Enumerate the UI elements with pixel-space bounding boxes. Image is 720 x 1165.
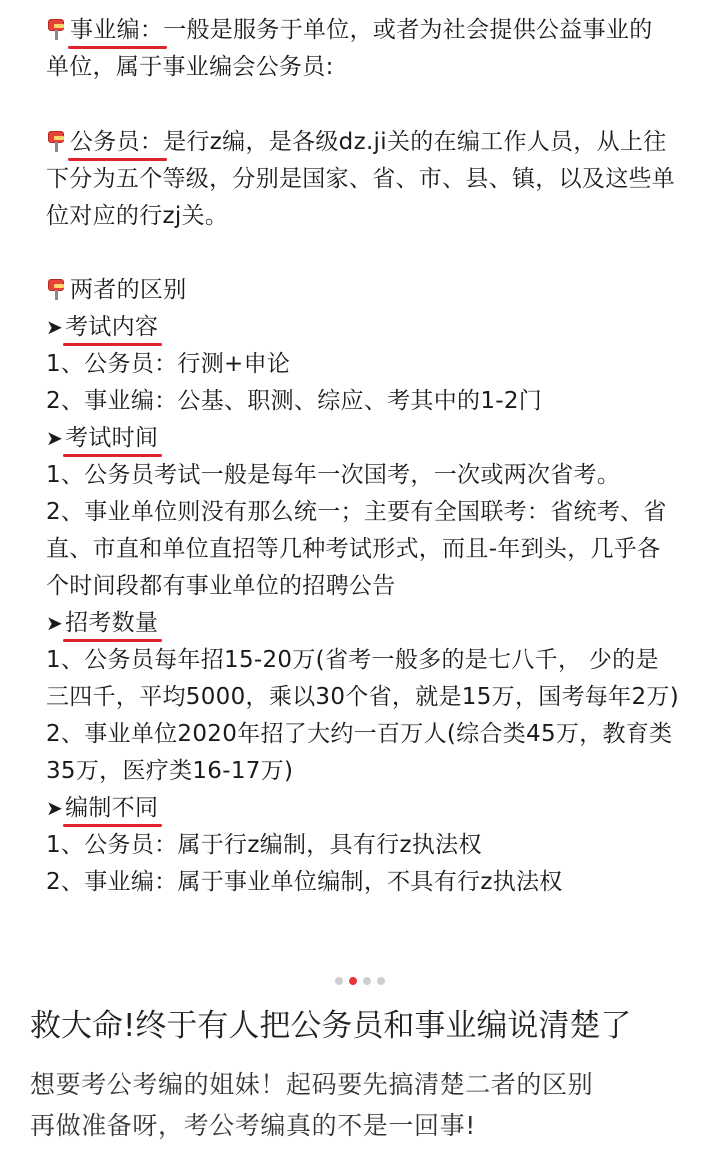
line-14 xyxy=(46,605,158,642)
line-text: 下分为五个等级，分别是国家、省、市、县、镇，以及这些单 xyxy=(46,166,676,192)
heading-exam-content: 考试内容 xyxy=(65,314,159,340)
line-19 xyxy=(46,790,158,827)
line-text: 直、市直和单位直招等几种考试形式，而且-年到头，几乎各 xyxy=(46,536,661,562)
line-12 xyxy=(46,531,660,568)
line-5 xyxy=(46,272,187,309)
line-16 xyxy=(46,679,679,716)
arrow-icon: ➤ xyxy=(46,426,64,450)
line-8 xyxy=(46,383,542,420)
line-text: 2、事业编：属于事业单位编制，不具有行z执法权 xyxy=(46,869,563,895)
line-2 xyxy=(46,124,667,161)
line-4 xyxy=(46,198,228,235)
line-9 xyxy=(46,420,158,457)
arrow-icon: ➤ xyxy=(46,315,64,339)
carousel-indicator[interactable] xyxy=(0,970,720,989)
carousel-dot[interactable] xyxy=(335,977,343,985)
line-text: 个时间段都有事业单位的招聘公告 xyxy=(46,573,396,599)
line-11 xyxy=(46,494,667,531)
pushpin-icon xyxy=(46,278,66,300)
line-text: 1、公务员考试一般是每年一次国考，一次或两次省考。 xyxy=(46,462,621,488)
line-13 xyxy=(46,568,396,605)
carousel-dot[interactable] xyxy=(377,977,385,985)
heading-bianzhi: 编制不同 xyxy=(65,795,159,821)
post-title: 救大命!终于有人把公务员和事业编说清楚了 xyxy=(30,1008,632,1044)
line-7 xyxy=(46,346,290,383)
line-text: 1、公务员：行测+申论 xyxy=(46,351,291,377)
line-18 xyxy=(46,753,293,790)
line-text: 2、事业单位2020年招了大约一百万人(综合类45万，教育类 xyxy=(46,721,673,747)
pushpin-icon xyxy=(46,18,66,40)
line-15 xyxy=(46,642,659,679)
line-0 xyxy=(46,12,653,49)
line-text: 单位，属于事业编会公务员: xyxy=(46,54,334,80)
line-text: 1、公务员每年招15-20万(省考一般多的是七八千， 少的是 xyxy=(46,647,659,673)
pushpin-icon xyxy=(46,130,66,152)
line-10 xyxy=(46,457,620,494)
heading-gongwuyuan: 公务员： xyxy=(70,129,164,155)
line-text: 是行z编，是各级dz.ji关的在编工作人员，从上往 xyxy=(163,129,667,155)
arrow-icon: ➤ xyxy=(46,611,64,635)
line-text: 1、公务员：属于行z编制，具有行z执法权 xyxy=(46,832,482,858)
line-text: 35万，医疗类16-17万) xyxy=(46,758,294,784)
line-21 xyxy=(46,864,563,901)
arrow-icon: ➤ xyxy=(46,796,64,820)
line-text: 一般是服务于单位，或者为社会提供公益事业的 xyxy=(163,17,653,43)
carousel-dot[interactable] xyxy=(349,977,357,985)
line-text: 两者的区别 xyxy=(70,277,187,303)
line-text: 三四千，平均5000，乘以30个省，就是15万，国考每年2万) xyxy=(46,684,679,710)
heading-exam-time: 考试时间 xyxy=(65,425,159,451)
heading-shiyebian: 事业编： xyxy=(70,17,164,43)
line-17 xyxy=(46,716,672,753)
line-text: 位对应的行zj关。 xyxy=(46,203,229,229)
line-text: 2、事业单位则没有那么统一；主要有全国联考：省统考、省 xyxy=(46,499,667,525)
post-description-line: 想要考公考编的姐妹！起码要先搞清楚二者的区别 xyxy=(30,1070,594,1099)
carousel-dot[interactable] xyxy=(363,977,371,985)
heading-recruit-count: 招考数量 xyxy=(65,610,159,636)
line-20 xyxy=(46,827,482,864)
line-6 xyxy=(46,309,158,346)
line-3 xyxy=(46,161,675,198)
post-description-line: 再做准备呀，考公考编真的不是一回事! xyxy=(30,1111,476,1140)
line-1 xyxy=(46,49,334,86)
line-text: 2、事业编：公基、职测、综应、考其中的1-2门 xyxy=(46,388,543,414)
